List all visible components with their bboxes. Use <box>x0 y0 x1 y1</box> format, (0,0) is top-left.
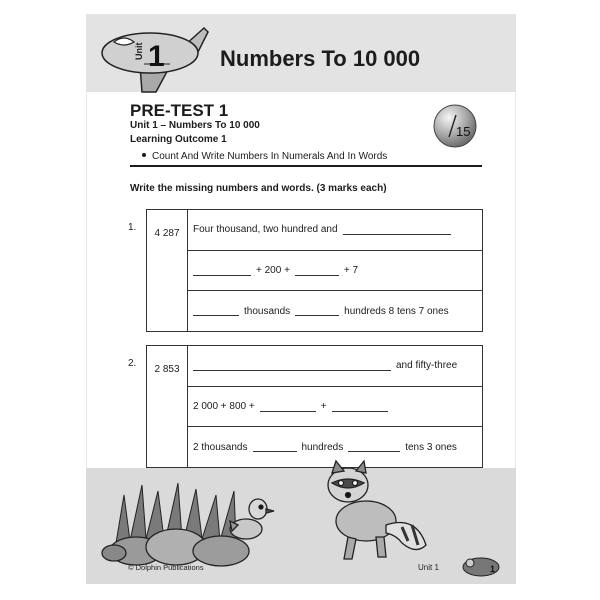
q1-plus-7: + 7 <box>343 265 359 276</box>
question-1-row-places <box>188 291 482 331</box>
footer-page-number: 1 <box>490 564 496 574</box>
q2-places-start: 2 thousands <box>193 441 248 453</box>
question-1-row-expanded <box>188 251 482 292</box>
question-1-label: 1. <box>128 222 137 233</box>
q2-answer-blank-words[interactable] <box>193 361 391 371</box>
question-2-number: 2 853 <box>147 346 188 467</box>
q2-hundreds-label: hundreds <box>301 441 344 453</box>
q1-thousands-label: thousands <box>244 305 291 317</box>
bird-icon <box>230 499 274 539</box>
score-badge <box>432 103 478 149</box>
question-2-row-words <box>188 346 482 387</box>
unit-word: Unit <box>134 42 144 60</box>
q2-words-text: and fifty-three <box>396 360 458 372</box>
learning-outcome: Learning Outcome 1 <box>130 134 227 145</box>
q1-plus-200: + 200 + <box>256 265 290 276</box>
divider <box>130 165 482 167</box>
score-total: 15 <box>456 124 471 139</box>
q2-plus: + <box>320 401 327 412</box>
question-1-number: 4 287 <box>147 210 188 331</box>
outcome-bullet <box>142 151 387 162</box>
bullet-icon <box>142 153 146 157</box>
q1-words-text: Four thousand, two hundred and <box>193 224 338 236</box>
question-1-table <box>146 209 483 332</box>
q1-answer-blank-thousands[interactable] <box>193 306 239 316</box>
q2-expanded-start: 2 000 + 800 + <box>193 401 255 412</box>
q1-places-rest: hundreds 8 tens 7 ones <box>344 305 449 317</box>
unit-number: 1 <box>148 40 165 73</box>
question-2-row-expanded <box>188 387 482 428</box>
instruction: Write the missing numbers and words. (3 marks each) <box>130 183 387 194</box>
question-1-row-words <box>188 210 482 251</box>
q1-answer-blank-thousands-value[interactable] <box>193 266 251 276</box>
airplane-unit-badge <box>100 16 210 94</box>
q2-answer-blank-tens-value[interactable] <box>260 402 316 412</box>
footer-unit-label: Unit 1 <box>418 563 439 572</box>
outcome-bullet-text: Count And Write Numbers In Numerals And In Words <box>152 151 388 162</box>
q2-answer-blank-tens[interactable] <box>348 442 400 452</box>
q1-answer-blank-words[interactable] <box>343 225 451 235</box>
unit-subtitle: Unit 1 – Numbers To 10 000 <box>130 120 260 131</box>
q2-answer-blank-ones-value[interactable] <box>332 402 388 412</box>
pretest-title: PRE-TEST 1 <box>130 101 229 120</box>
question-2-label: 2. <box>128 358 137 369</box>
q1-answer-blank-hundreds[interactable] <box>295 306 339 316</box>
q2-answer-blank-hundreds[interactable] <box>253 442 297 452</box>
q1-answer-blank-tens-value[interactable] <box>295 266 339 276</box>
raccoon-icon <box>328 461 426 559</box>
unit-title: Numbers To 10 000 <box>220 46 421 71</box>
copyright: © Dolphin Publications <box>128 563 204 572</box>
q2-places-end: tens 3 ones <box>405 441 457 453</box>
question-2-table <box>146 345 483 468</box>
